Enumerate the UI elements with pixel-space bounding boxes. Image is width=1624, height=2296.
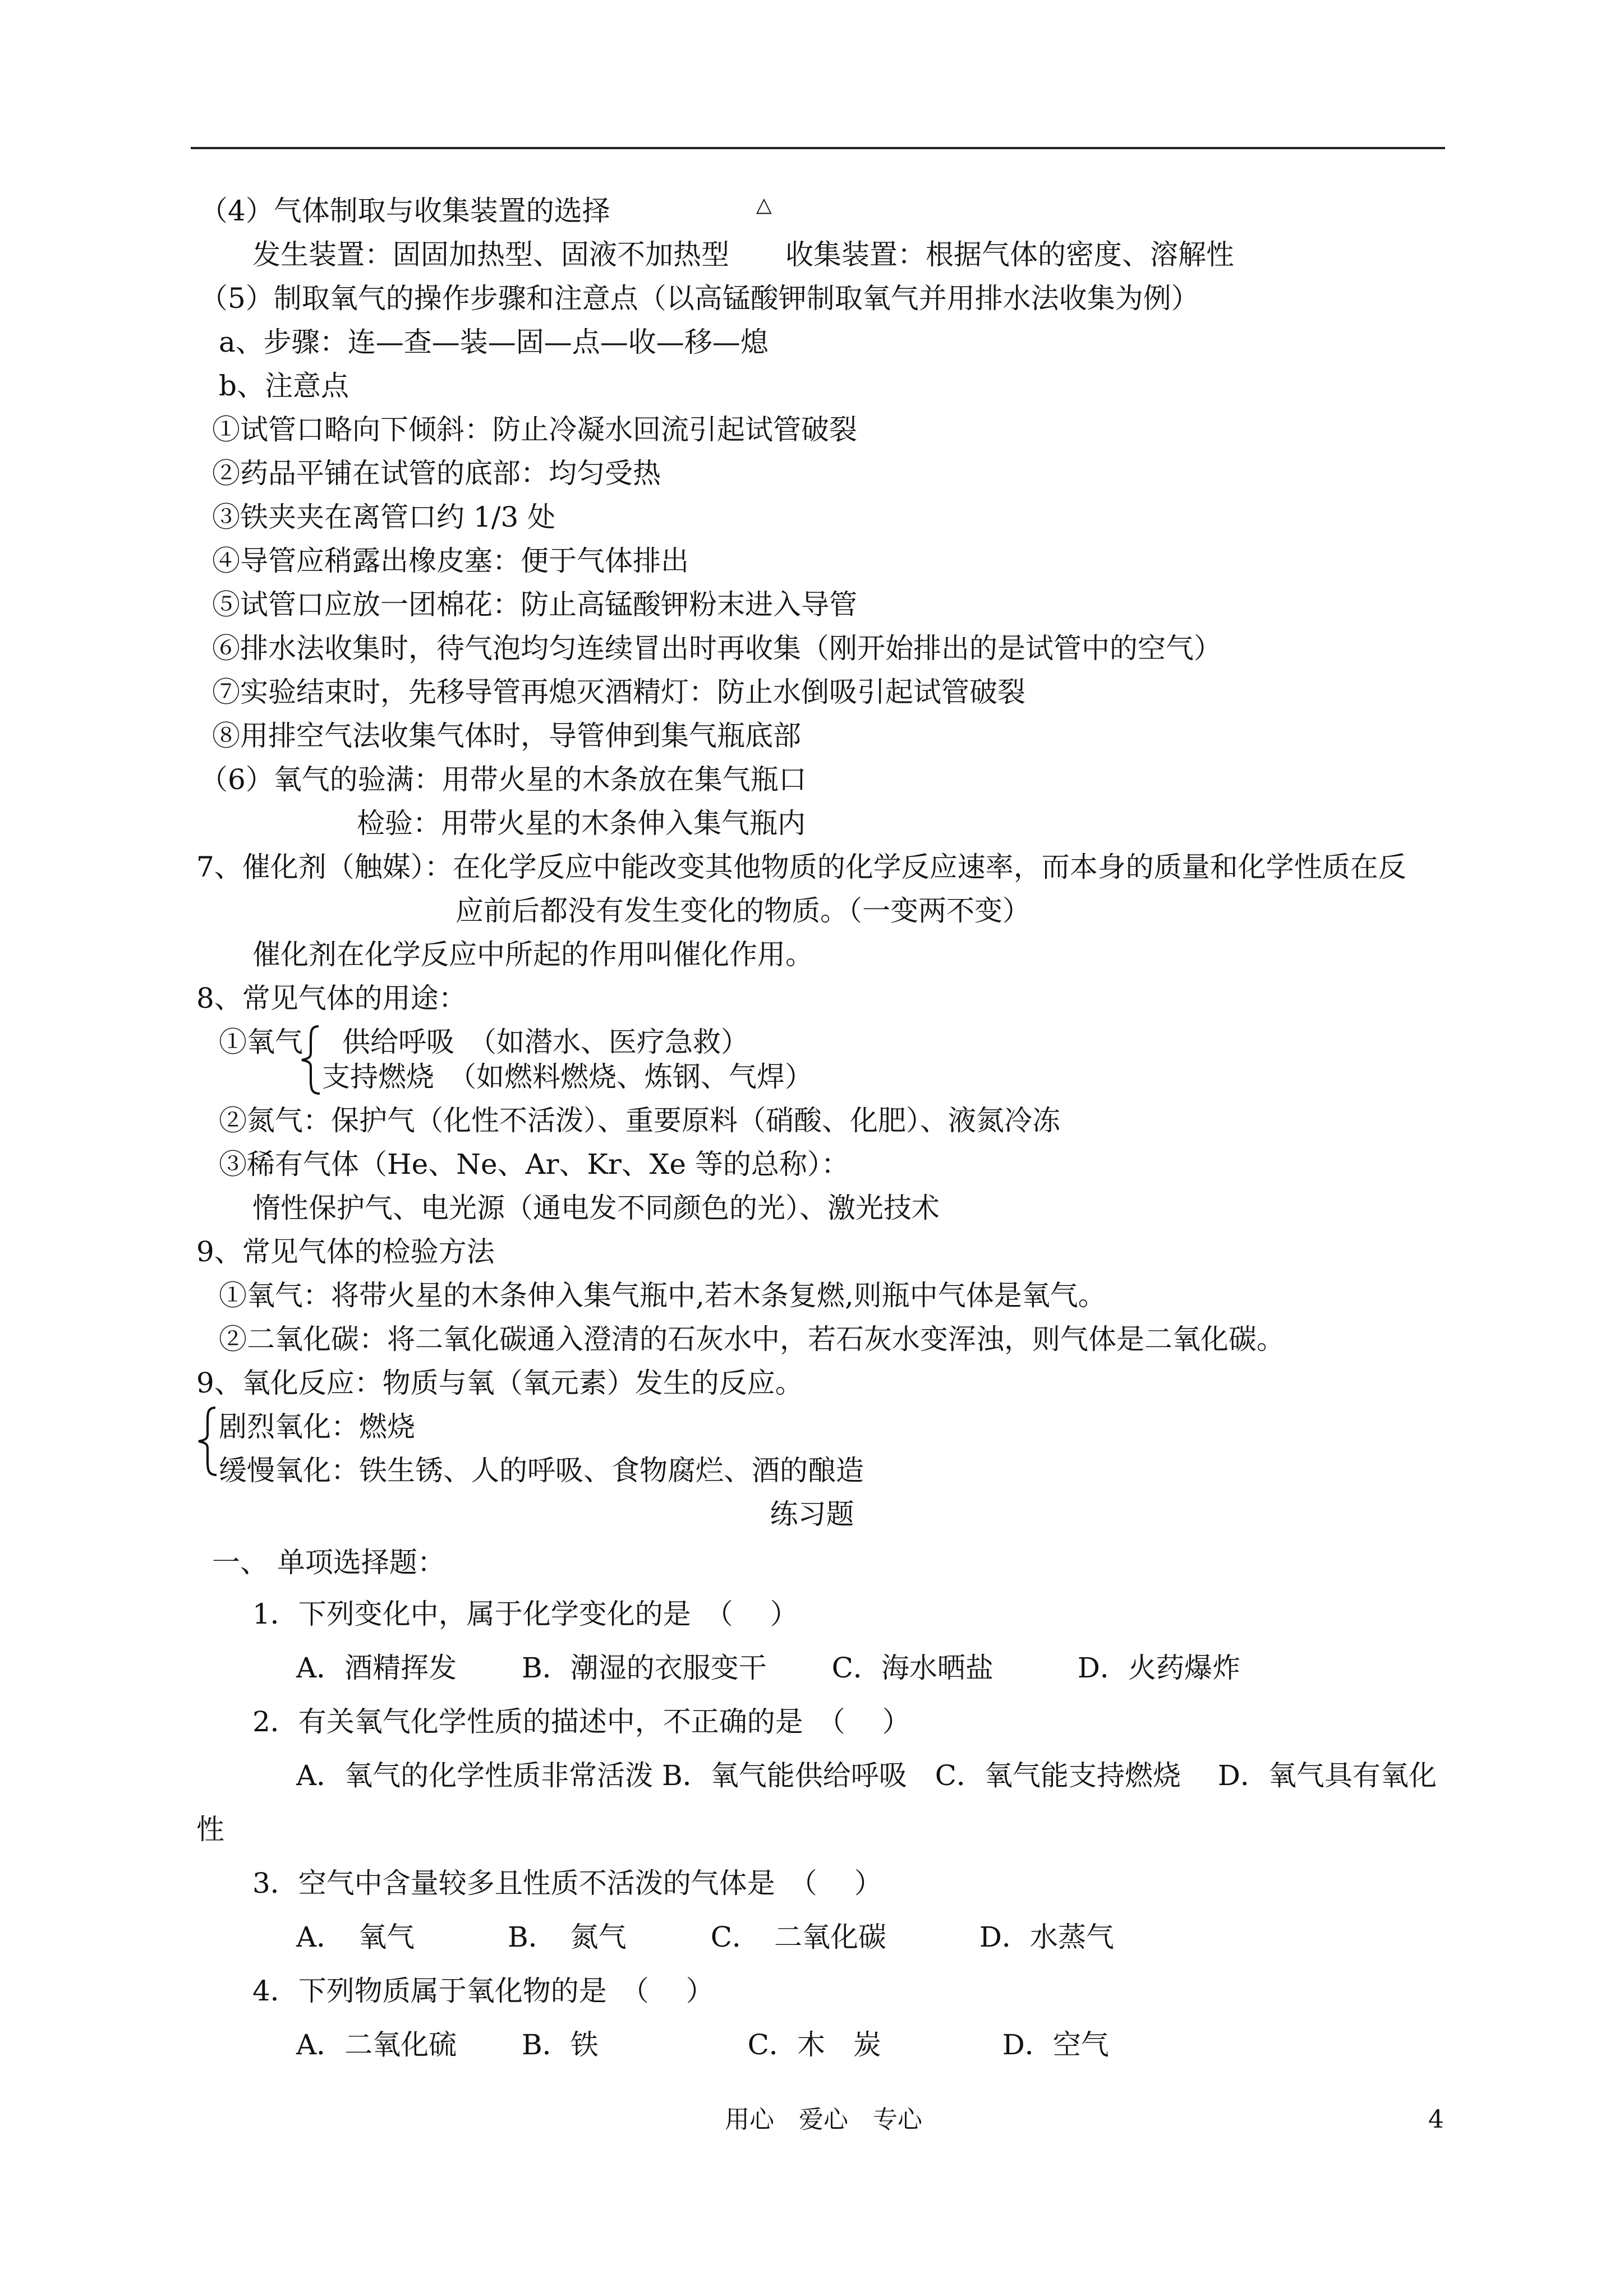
question-2-options: A．氧气的化学性质非常活泼 B．氧气能供给呼吸 C．氧气能支持燃烧 D．氧气具有氧化 xyxy=(296,1759,1437,1792)
line-gas-tests-heading: 9、常见气体的检验方法 xyxy=(196,1235,495,1268)
question-4-options: A．二氧化硫 B．铁 C．木 炭 D．空气 xyxy=(296,2028,1109,2061)
footer-motto: 用心 爱心 专心 xyxy=(725,2105,922,2134)
line-gas-uses-heading: 8、常见气体的用途： xyxy=(196,982,467,1015)
header-rule xyxy=(191,147,1445,149)
heating-triangle-mark: △ xyxy=(756,193,772,216)
page-number: 4 xyxy=(1428,2105,1444,2134)
line-catalyst-definition: 7、催化剂（触媒）：在化学反应中能改变其他物质的化学反应速率，而本身的质量和化学性质在反 xyxy=(196,851,1406,883)
section-single-choice: 一、 单项选择题： xyxy=(212,1546,445,1579)
line-slow-oxidation: 缓慢氧化：铁生锈、人的呼吸、食物腐烂、酒的酿造 xyxy=(219,1454,864,1487)
line-noble-gases: ③稀有气体（He、Ne、Ar、Kr、Xe 等的总称）： xyxy=(219,1148,849,1181)
line-co2-test-method: ②二氧化碳：将二氧化碳通入澄清的石灰水中，若石灰水变浑浊，则气体是二氧化碳。 xyxy=(219,1323,1285,1356)
oxygen-uses-brace xyxy=(300,1024,322,1096)
question-2-options-wrap: 性 xyxy=(196,1813,224,1846)
line-catalyst-definition-cont: 应前后都没有发生变化的物质。（一变两不变） xyxy=(456,895,1030,927)
line-oxygen-test-method: ①氧气：将带火星的木条伸入集气瓶中,若木条复燃,则瓶中气体是氧气。 xyxy=(219,1279,1106,1312)
note-7: ⑦实验结束时，先移导管再熄灭酒精灯：防止水倒吸引起试管破裂 xyxy=(212,676,1025,708)
note-6: ⑥排水法收集时，待气泡均匀连续冒出时再收集（刚开始排出的是试管中的空气） xyxy=(212,632,1222,665)
question-3: 3．空气中含量较多且性质不活泼的气体是 （ ） xyxy=(252,1867,882,1899)
line-gas-apparatus-heading: （4）气体制取与收集装置的选择 xyxy=(200,195,610,227)
note-1: ①试管口略向下倾斜：防止冷凝水回流引起试管破裂 xyxy=(212,413,857,446)
exercise-title: 练习题 xyxy=(770,1498,854,1530)
note-4: ④导管应稍露出橡皮塞：便于气体排出 xyxy=(212,545,689,577)
line-oxygen-full-check: （6）氧气的验满：用带火星的木条放在集气瓶口 xyxy=(200,763,807,796)
line-oxygen-procedure-heading: （5）制取氧气的操作步骤和注意点（以高锰酸钾制取氧气并用排水法收集为例） xyxy=(200,282,1199,315)
question-1: 1．下列变化中，属于化学变化的是 （ ） xyxy=(252,1598,798,1630)
question-3-options: A． 氧气 B． 氮气 C． 二氧化碳 D．水蒸气 xyxy=(296,1921,1114,1953)
question-1-options: A．酒精挥发 B．潮湿的衣服变干 C．海水晒盐 D．火药爆炸 xyxy=(296,1652,1240,1684)
line-catalysis: 催化剂在化学反应中所起的作用叫催化作用。 xyxy=(252,938,813,971)
line-steps: a、步骤：连—查—装—固—点—收—移—熄 xyxy=(219,326,769,358)
question-2: 2．有关氧气化学性质的描述中，不正确的是 （ ） xyxy=(252,1705,910,1738)
line-nitrogen-uses: ②氮气：保护气（化性不活泼）、重要原料（硝酸、化肥）、液氮冷冻 xyxy=(219,1104,1060,1137)
line-oxidation-definition: 9、氧化反应：物质与氧（氧元素）发生的反应。 xyxy=(196,1367,803,1399)
oxidation-brace xyxy=(196,1405,219,1477)
note-5: ⑤试管口应放一团棉花：防止高锰酸钾粉末进入导管 xyxy=(212,588,857,621)
line-generation-apparatus: 发生装置：固固加热型、固液不加热型 收集装置：根据气体的密度、溶解性 xyxy=(252,238,1234,271)
oxygen-use-breathing: 供给呼吸 （如潜水、医疗急救） xyxy=(342,1026,749,1058)
line-vigorous-oxidation: 剧烈氧化：燃烧 xyxy=(219,1410,415,1443)
question-4: 4．下列物质属于氧化物的是 （ ） xyxy=(252,1975,714,2007)
line-oxygen-uses-label: ①氧气 xyxy=(219,1026,303,1058)
line-oxygen-test: 检验：用带火星的木条伸入集气瓶内 xyxy=(357,807,806,840)
note-3: ③铁夹夹在离管口约 1/3 处 xyxy=(212,501,556,533)
note-2: ②药品平铺在试管的底部：均匀受热 xyxy=(212,457,661,490)
oxygen-use-combustion: 支持燃烧 （如燃料燃烧、炼钢、气焊） xyxy=(322,1061,813,1093)
note-8: ⑧用排空气法收集气体时，导管伸到集气瓶底部 xyxy=(212,720,801,752)
line-noble-gas-uses: 惰性保护气、电光源（通电发不同颜色的光）、激光技术 xyxy=(252,1192,940,1224)
line-notes-heading: b、注意点 xyxy=(219,370,349,402)
